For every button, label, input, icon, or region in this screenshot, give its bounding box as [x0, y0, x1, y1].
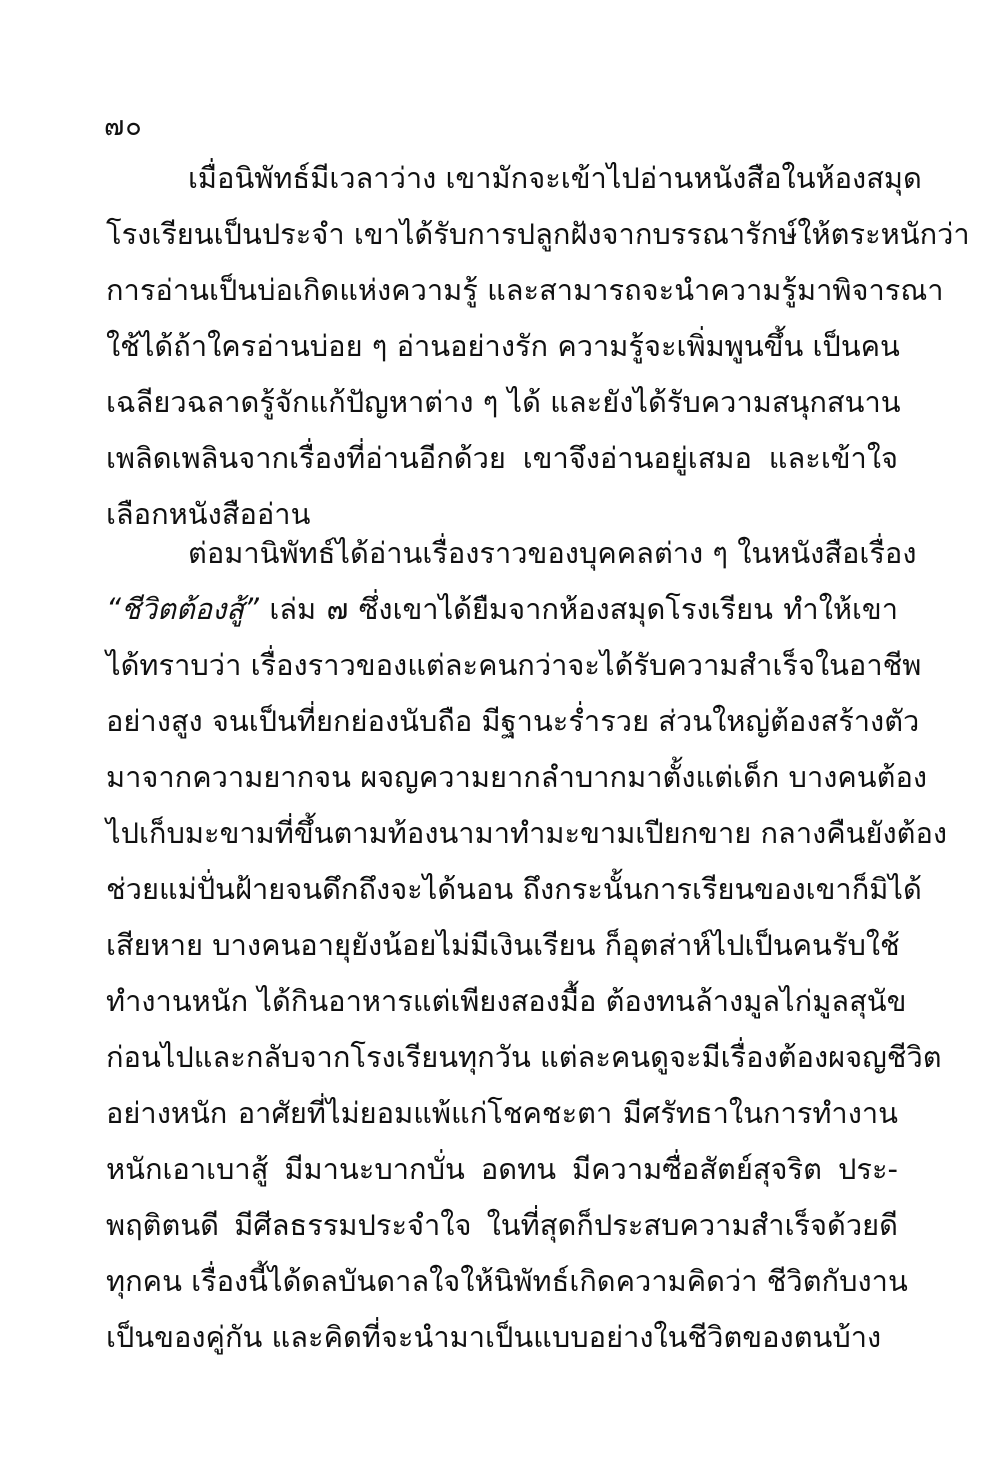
paragraph-line: อย่างสูง จนเป็นที่ยกย่องนับถือ มีฐานะร่ำรวย ส่วนใหญ่ต้องสร้างตัว [106, 704, 920, 738]
paragraph-line-rest: เล่ม ๗ ซึ่งเขาได้ยืมจากห้องสมุดโรงเรียน ทำให้เขา [258, 592, 898, 626]
paragraph-line: พฤติตนดี มีศีลธรรมประจำใจ ในที่สุดก็ประสบความสำเร็จด้วยดี [106, 1208, 898, 1242]
paragraph-2 [106, 525, 948, 1365]
paragraph-line: อย่างหนัก อาศัยที่ไม่ยอมแพ้แก่โชคชะตา มีศรัทธาในการทำงาน [106, 1096, 898, 1130]
page-number: ๗๐ [104, 111, 143, 142]
paragraph-line: เมื่อนิพัทธ์มีเวลาว่าง เขามักจะเข้าไปอ่านหนังสือในห้องสมุด [188, 161, 922, 195]
paragraph-line: การอ่านเป็นบ่อเกิดแห่งความรู้ และสามารถจะนำความรู้มาพิจารณา [106, 273, 944, 307]
paragraph-line: ใช้ได้ถ้าใครอ่านบ่อย ๆ อ่านอย่างรัก ความรู้จะเพิ่มพูนขึ้น เป็นคน [106, 329, 900, 363]
book-title: “ชีวิตต้องสู้” [106, 592, 259, 626]
paragraph-line: ต่อมานิพัทธ์ได้อ่านเรื่องราวของบุคคลต่าง ๆ ในหนังสือเรื่อง [188, 536, 917, 570]
paragraph-line: เสียหาย บางคนอายุยังน้อยไม่มีเงินเรียน ก็อุตส่าห์ไปเป็นคนรับใช้ [106, 928, 900, 962]
paragraph-line: ไปเก็บมะขามที่ขึ้นตามท้องนามาทำมะขามเปียกขาย กลางคืนยังต้อง [106, 816, 948, 850]
paragraph-line-with-title [106, 581, 898, 637]
paragraph-line: ทุกคน เรื่องนี้ได้ดลบันดาลใจให้นิพัทธ์เกิดความคิดว่า ชีวิตกับงาน [106, 1264, 908, 1298]
paragraph-line: โรงเรียนเป็นประจำ เขาได้รับการปลูกฝังจากบรรณารักษ์ให้ตระหนักว่า [106, 217, 970, 251]
paragraph-1 [106, 150, 970, 542]
paragraph-line: ทำงานหนัก ได้กินอาหารแต่เพียงสองมื้อ ต้องทนล้างมูลไก่มูลสุนัข [106, 984, 907, 1018]
paragraph-line: เฉลียวฉลาดรู้จักแก้ปัญหาต่าง ๆ ได้ และยังได้รับความสนุกสนาน [106, 385, 901, 419]
paragraph-line: เป็นของคู่กัน และคิดที่จะนำมาเป็นแบบอย่างในชีวิตของตนบ้าง [106, 1320, 882, 1354]
paragraph-line: เลือกหนังสืออ่าน [106, 497, 311, 531]
paragraph-line: ได้ทราบว่า เรื่องราวของแต่ละคนกว่าจะได้รับความสำเร็จในอาชีพ [106, 648, 922, 682]
paragraph-line: ก่อนไปและกลับจากโรงเรียนทุกวัน แต่ละคนดูจะมีเรื่องต้องผจญชีวิต [106, 1040, 942, 1074]
paragraph-line: หนักเอาเบาสู้ มีมานะบากบั่น อดทน มีความซื่อสัตย์สุจริต ประ- [106, 1152, 898, 1186]
paragraph-line: มาจากความยากจน ผจญความยากลำบากมาตั้งแต่เด็ก บางคนต้อง [106, 760, 928, 794]
paragraph-line: ช่วยแม่ปั่นฝ้ายจนดึกถึงจะได้นอน ถึงกระนั้นการเรียนของเขาก็มิได้ [106, 872, 922, 906]
paragraph-line: เพลิดเพลินจากเรื่องที่อ่านอีกด้วย เขาจึงอ่านอยู่เสมอ และเข้าใจ [106, 441, 898, 475]
